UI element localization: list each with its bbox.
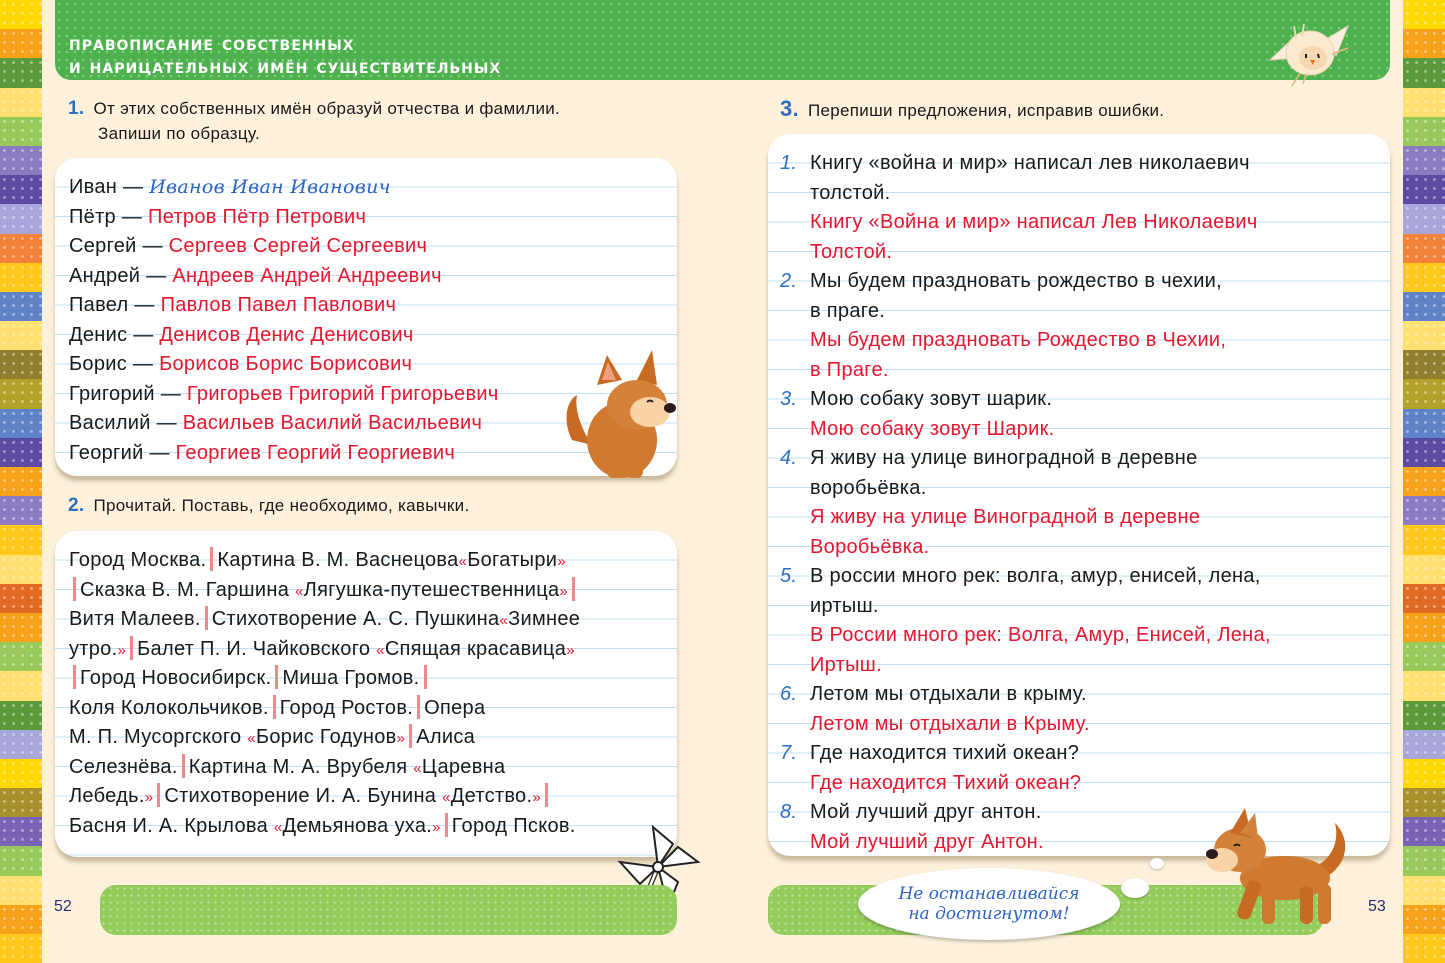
given-name: Василий — [69, 412, 151, 434]
task-3-card — [768, 134, 1390, 856]
stripe — [0, 846, 42, 875]
wrong-text: толстой. — [810, 181, 891, 204]
thought-dot-small — [1150, 858, 1164, 869]
quote-open: « — [273, 818, 283, 836]
stripe — [0, 701, 42, 730]
separator-mark — [182, 754, 185, 778]
corrected-text: Книгу «Война и мир» написал Лев Николаевич — [810, 211, 1258, 233]
stripe — [1403, 321, 1445, 350]
name-row — [69, 203, 677, 233]
corrected-sentence — [780, 208, 1390, 238]
dash: — — [132, 353, 154, 375]
stripe — [0, 379, 42, 408]
stripe — [0, 467, 42, 496]
full-name-answer: Андреев Андрей Андреевич — [172, 264, 442, 287]
dash: — — [149, 441, 170, 464]
text: Басня И. А. Крылова — [69, 814, 269, 837]
quote-close: » — [432, 818, 441, 836]
stripe — [0, 788, 42, 817]
full-name-answer: Сергеев Сергей Сергеевич — [168, 235, 428, 257]
stripe — [1403, 817, 1445, 846]
wrong-text: воробьёвка. — [810, 476, 927, 499]
stripe — [1403, 379, 1445, 408]
stripe — [0, 58, 42, 87]
quote-open: « — [295, 582, 304, 600]
full-name-answer: Васильев Василий Васильевич — [182, 412, 483, 434]
separator-mark — [275, 665, 278, 689]
separator-mark — [417, 695, 420, 719]
given-name: Пётр — [69, 205, 116, 228]
stripe — [1403, 905, 1445, 934]
corrected-sentence — [780, 326, 1390, 356]
item-number: 2. — [780, 270, 798, 292]
corrected-text: Где находится Тихий океан? — [810, 771, 1082, 794]
given-name: Денис — [69, 323, 128, 346]
stripe — [1403, 934, 1445, 963]
stripe — [1403, 788, 1445, 817]
quoted-title: Спящая красавица — [384, 637, 567, 660]
stripe — [1403, 409, 1445, 438]
stripe — [1403, 263, 1445, 292]
full-name-answer: Григорьев Григорий Григорьевич — [186, 382, 499, 405]
text-line — [69, 664, 677, 694]
item-number: 6. — [780, 683, 798, 705]
name-row — [69, 173, 677, 203]
quote-open: « — [247, 730, 256, 747]
text: Картина М. А. Врубеля — [188, 755, 408, 778]
task-3-number: 3. — [780, 96, 799, 121]
corrected-text: Мою собаку зовут Шарик. — [810, 417, 1055, 440]
stripe — [0, 817, 42, 846]
given-name: Борис — [69, 353, 128, 375]
stripe — [1403, 701, 1445, 730]
separator-mark — [73, 665, 76, 689]
text-line — [69, 546, 677, 576]
quote-open: « — [442, 789, 451, 806]
stripe — [1403, 29, 1445, 58]
separator-mark — [130, 636, 133, 660]
given-name: Сергей — [69, 235, 137, 257]
stripe — [1403, 555, 1445, 584]
stripe — [1403, 438, 1445, 467]
separator-mark — [157, 783, 160, 807]
item-number: 8. — [780, 801, 798, 823]
full-name-answer: Павлов Павел Павлович — [160, 294, 397, 316]
item-number: 4. — [780, 447, 798, 469]
thought-dot-large — [1121, 878, 1149, 898]
dash: — — [133, 323, 154, 346]
text-line — [69, 694, 677, 724]
corrected-text: в Праге. — [810, 358, 889, 381]
stripe — [0, 555, 42, 584]
separator-mark — [73, 577, 76, 601]
text: Витя Малеев. — [69, 608, 201, 630]
wrong-text: Где находится тихий океан? — [810, 742, 1080, 764]
quoted-title: Лебедь. — [69, 785, 145, 807]
quoted-title: Богатыри — [467, 549, 558, 571]
item-number: 5. — [780, 565, 798, 587]
dash: — — [160, 382, 182, 405]
quote-close: » — [557, 553, 566, 570]
wrong-text: Я живу на улице виноградной в деревне — [810, 447, 1198, 469]
dash: — — [142, 235, 163, 257]
stripe — [0, 671, 42, 700]
sitting-dog-icon — [552, 350, 687, 480]
text-line — [69, 576, 677, 606]
corrected-sentence — [780, 769, 1390, 799]
item-number: 1. — [780, 152, 798, 174]
quote-close: » — [566, 641, 575, 659]
text: Город Новосибирск. — [80, 667, 272, 689]
quote-close: » — [117, 641, 127, 659]
corrected-sentence — [780, 356, 1390, 386]
text: Город Ростов. — [279, 696, 414, 719]
quoted-title: Зимнее — [508, 608, 581, 630]
given-name: Андрей — [69, 264, 141, 287]
name-row — [69, 291, 677, 321]
corrected-text: Мой лучший друг Антон. — [810, 830, 1044, 853]
wrong-text: Мой лучший друг антон. — [810, 801, 1042, 823]
item-number: 7. — [780, 742, 798, 764]
text-line — [69, 605, 677, 635]
separator-mark — [424, 665, 427, 689]
stripe — [1403, 759, 1445, 788]
corrected-sentence — [780, 415, 1390, 445]
page-number-right: 53 — [1368, 898, 1386, 915]
stripe — [1403, 496, 1445, 525]
dash: — — [121, 205, 143, 228]
stripe — [0, 350, 42, 379]
page-number-left: 52 — [54, 898, 72, 915]
separator-mark — [445, 813, 448, 837]
stripe — [1403, 88, 1445, 117]
thought-bubble: Не останавливайся на достигнутом! — [858, 868, 1120, 940]
stripe — [0, 204, 42, 233]
text: Селезнёва. — [69, 755, 178, 778]
quoted-title: Лягушка-путешественница — [303, 578, 560, 601]
stripe — [0, 613, 42, 642]
right-decorative-stripes — [1403, 0, 1445, 963]
text: Опера — [424, 696, 486, 719]
stripe — [0, 642, 42, 671]
quote-open: « — [376, 641, 385, 659]
separator-mark — [545, 783, 548, 807]
page-header — [55, 0, 1390, 80]
task-1-number: 1. — [68, 98, 85, 119]
dash: — — [134, 294, 155, 316]
sentence-with-errors — [780, 444, 1390, 474]
text-line — [69, 753, 677, 783]
sentence-with-errors — [780, 680, 1390, 710]
text: Миша Громов. — [282, 667, 420, 689]
wrong-text: в праге. — [810, 299, 886, 322]
stripe — [1403, 117, 1445, 146]
stripe — [0, 292, 42, 321]
corrected-sentence — [780, 503, 1390, 533]
separator-mark — [572, 577, 575, 601]
stripe — [1403, 0, 1445, 29]
quoted-title: Детство. — [450, 785, 533, 807]
separator-mark — [409, 724, 412, 748]
corrected-text: Иртыш. — [810, 653, 882, 676]
sentence-with-errors — [780, 179, 1390, 209]
stripe — [0, 934, 42, 963]
quoted-title: Демьянова уха. — [282, 814, 433, 837]
stripe — [1403, 846, 1445, 875]
name-row — [69, 232, 677, 262]
text: Картина В. М. Васнецова — [217, 549, 459, 571]
stripe — [1403, 876, 1445, 905]
corrected-text: Воробьёвка. — [810, 535, 930, 558]
sentence-with-errors — [780, 592, 1390, 622]
corrected-text: Мы будем праздновать Рождество в Чехии, — [810, 329, 1227, 351]
given-name: Григорий — [69, 382, 155, 405]
full-name-answer: Георгиев Георгий Георгиевич — [175, 441, 456, 464]
stripe — [0, 29, 42, 58]
quoted-title: Царевна — [421, 755, 506, 778]
stripe — [1403, 146, 1445, 175]
stripe — [0, 438, 42, 467]
text-line — [69, 635, 677, 665]
stripe — [0, 146, 42, 175]
left-decorative-stripes — [0, 0, 42, 963]
corrected-text: Я живу на улице Виноградной в деревне — [810, 506, 1201, 528]
quote-open: « — [458, 553, 468, 570]
quote-close: » — [396, 730, 406, 747]
text: Стихотворение А. С. Пушкина — [211, 608, 500, 630]
given-name: Иван — [69, 176, 118, 198]
text: М. П. Мусоргского — [69, 726, 242, 748]
dash: — — [123, 176, 144, 198]
text-line — [69, 723, 677, 753]
stripe — [0, 88, 42, 117]
stripe — [1403, 204, 1445, 233]
stripe — [0, 409, 42, 438]
text: Город Псков. — [451, 814, 576, 837]
stripe — [0, 730, 42, 759]
given-name: Георгий — [69, 441, 144, 464]
stripe — [0, 525, 42, 554]
corrected-text: Толстой. — [810, 240, 893, 263]
corrected-text: Летом мы отдыхали в Крыму. — [810, 712, 1090, 735]
stripe — [1403, 350, 1445, 379]
text-line — [69, 812, 677, 842]
quoted-title: утро. — [69, 637, 118, 660]
sentence-with-errors — [780, 149, 1390, 179]
corrected-sentence — [780, 238, 1390, 268]
corrected-sentence — [780, 533, 1390, 563]
quote-open: « — [413, 759, 422, 777]
stripe — [0, 0, 42, 29]
stripe — [1403, 642, 1445, 671]
sentence-with-errors — [780, 739, 1390, 769]
sentence-with-errors — [780, 297, 1390, 327]
stripe — [1403, 467, 1445, 496]
corrected-sentence — [780, 710, 1390, 740]
task-2-instruction: 2. Прочитай. Поставь, где необходимо, кавычки. — [68, 495, 470, 516]
stripe — [1403, 292, 1445, 321]
item-number: 3. — [780, 388, 798, 410]
task-1-instruction: 1. От этих собственных имён образуй отчества и фамилии. Запиши по образцу. — [68, 98, 561, 143]
task-2-card — [55, 531, 677, 857]
separator-mark — [273, 695, 276, 719]
separator-mark — [205, 606, 208, 630]
corrected-text: В России много рек: Волга, Амур, Енисей, Лена, — [810, 624, 1271, 646]
walking-dog-icon — [1200, 808, 1360, 933]
task-3-instruction: 3. Перепиши предложения, исправив ошибки. — [780, 96, 1165, 121]
page-title: правописание собственных и нарицательных имён существительных — [69, 31, 502, 78]
full-name-answer: Петров Пётр Петрович — [148, 205, 367, 228]
name-row — [69, 321, 677, 351]
stripe — [0, 234, 42, 263]
corrected-sentence — [780, 651, 1390, 681]
dash: — — [156, 412, 177, 434]
sentence-with-errors — [780, 385, 1390, 415]
given-name: Павел — [69, 294, 129, 316]
full-name-answer: Денисов Денис Денисович — [159, 323, 414, 346]
stripe — [1403, 584, 1445, 613]
quoted-title: Борис Годунов — [255, 726, 397, 748]
stripe — [1403, 730, 1445, 759]
text: Стихотворение И. А. Бунина — [164, 785, 437, 807]
quote-open: « — [499, 612, 509, 629]
text-line — [69, 782, 677, 812]
footer-bar-left — [100, 885, 677, 935]
stripe — [1403, 671, 1445, 700]
stripe — [1403, 175, 1445, 204]
task-2-number: 2. — [68, 495, 85, 516]
stripe — [0, 759, 42, 788]
text: Алиса — [416, 726, 476, 748]
stripe — [0, 175, 42, 204]
full-name-answer: Иванов Иван Иванович — [149, 176, 391, 198]
name-row — [69, 262, 677, 292]
stripe — [0, 496, 42, 525]
quote-close: » — [532, 789, 541, 806]
quote-close: » — [559, 582, 569, 600]
stripe — [0, 321, 42, 350]
sentence-with-errors — [780, 267, 1390, 297]
text: Коля Колокольчиков. — [69, 696, 269, 719]
stripe — [1403, 234, 1445, 263]
text: Сказка В. М. Гаршина — [80, 578, 290, 601]
stripe — [0, 584, 42, 613]
stripe — [0, 263, 42, 292]
sentence-with-errors — [780, 474, 1390, 504]
corrected-sentence — [780, 621, 1390, 651]
stripe — [0, 117, 42, 146]
stripe — [1403, 525, 1445, 554]
text: Город Москва. — [69, 549, 207, 571]
stripe — [0, 905, 42, 934]
wrong-text: Летом мы отдыхали в крыму. — [810, 683, 1087, 705]
wrong-text: В россии много рек: волга, амур, енисей, лена, — [810, 565, 1261, 587]
full-name-answer: Борисов Борис Борисович — [159, 353, 413, 375]
wrong-text: иртыш. — [810, 594, 879, 617]
dash: — — [146, 264, 167, 287]
stripe — [0, 876, 42, 905]
chick-icon — [1258, 8, 1358, 88]
separator-mark — [210, 547, 213, 571]
stripe — [1403, 613, 1445, 642]
wrong-text: Мы будем праздновать рождество в чехии, — [810, 270, 1223, 292]
sentence-with-errors — [780, 562, 1390, 592]
wrong-text: Книгу «война и мир» написал лев николаевич — [810, 152, 1250, 174]
text: Балет П. И. Чайковского — [137, 637, 371, 660]
stripe — [1403, 58, 1445, 87]
quote-close: » — [144, 789, 154, 806]
wrong-text: Мою собаку зовут шарик. — [810, 388, 1053, 410]
